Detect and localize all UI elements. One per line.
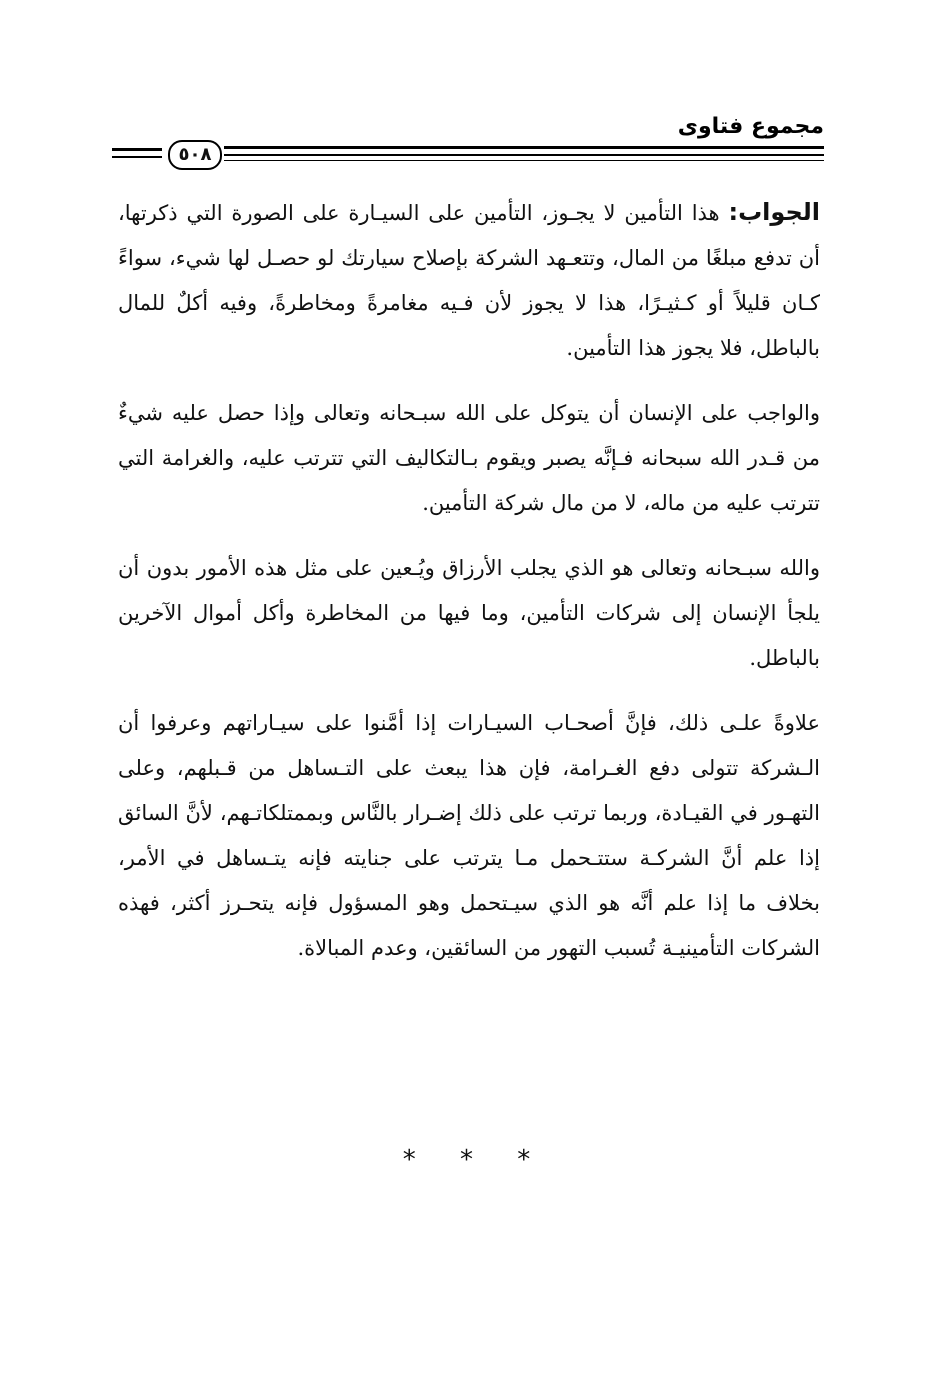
answer-text: هذا التأمين لا يجـوز، التأمين على السيـارة على الصورة التي ذكرتها، أن تدفع مبلغًا من المال، وتتعـهد الشركة بإصلاح سيارتك لو حصـل لها شيء، سواءً كـان قليلاً أو كـثيـرًا، هذا لا يجوز لأن فـيه مغامرةً ومخاطرةً، وفيه أكلٌ للمال بالباطل، فلا يجوز هذا التأمين. (118, 201, 820, 360)
header-rule (224, 146, 824, 149)
page-number: ٥٠٨ (168, 140, 222, 170)
header-rule-left (112, 156, 162, 158)
body-paragraph: والله سبـحانه وتعالى هو الذي يجلب الأرزاق ويُـعين على مثل هذه الأمور بدون أن يلجأ الإنسان إلى شركات التأمين، وما فيها من المخاطرة وأكل أموال الآخرين بالباطل. (118, 556, 820, 670)
page-header (112, 110, 824, 170)
book-title: مجموع فتاوى (677, 114, 824, 139)
answer-label: الجواب: (728, 198, 820, 226)
header-rule (224, 154, 824, 156)
header-rule-left (112, 148, 162, 151)
answer-paragraph (118, 190, 820, 371)
header-rule-group (112, 140, 824, 170)
section-separator: * * * (402, 1145, 549, 1175)
body-paragraph: علاوةً علـى ذلك، فإنَّ أصحـاب السيـارات إذا أمَّنوا على سيـاراتهم وعرفوا أن الـشركة تتولى دفع الغـرامة، فإن هذا يبعث على التـساهل من قـبلهم، وعلى التهـور في القيـادة، وربما ترتب على ذلك إضـرار بالنَّاس وبممتلكاتـهم، لأنَّ السائق إذا علم أنَّ الشركـة ستتـحمل مـا يترتب على جنايته فإنه يتـساهل في الأمر، بخلاف ما إذا علم أنَّه هو الذي سيـتحمل وهو المسؤول فإنه يتحـرز أكثر، فهذه الشركات التأمينيـة تُسبب التهور من السائقين، وعدم المبالاة. (118, 711, 820, 960)
page-body (118, 190, 820, 991)
header-rule (224, 160, 824, 161)
body-paragraph: والواجب على الإنسان أن يتوكل على الله سبـحانه وتعالى وإذا حصل عليه شيءٌ من قـدر الله سبحانه فـإنَّه يصبر ويقوم بـالتكاليف التي تترتب عليه، والغرامة التي تترتب عليه من ماله، لا من مال شركة التأمين. (118, 401, 820, 515)
